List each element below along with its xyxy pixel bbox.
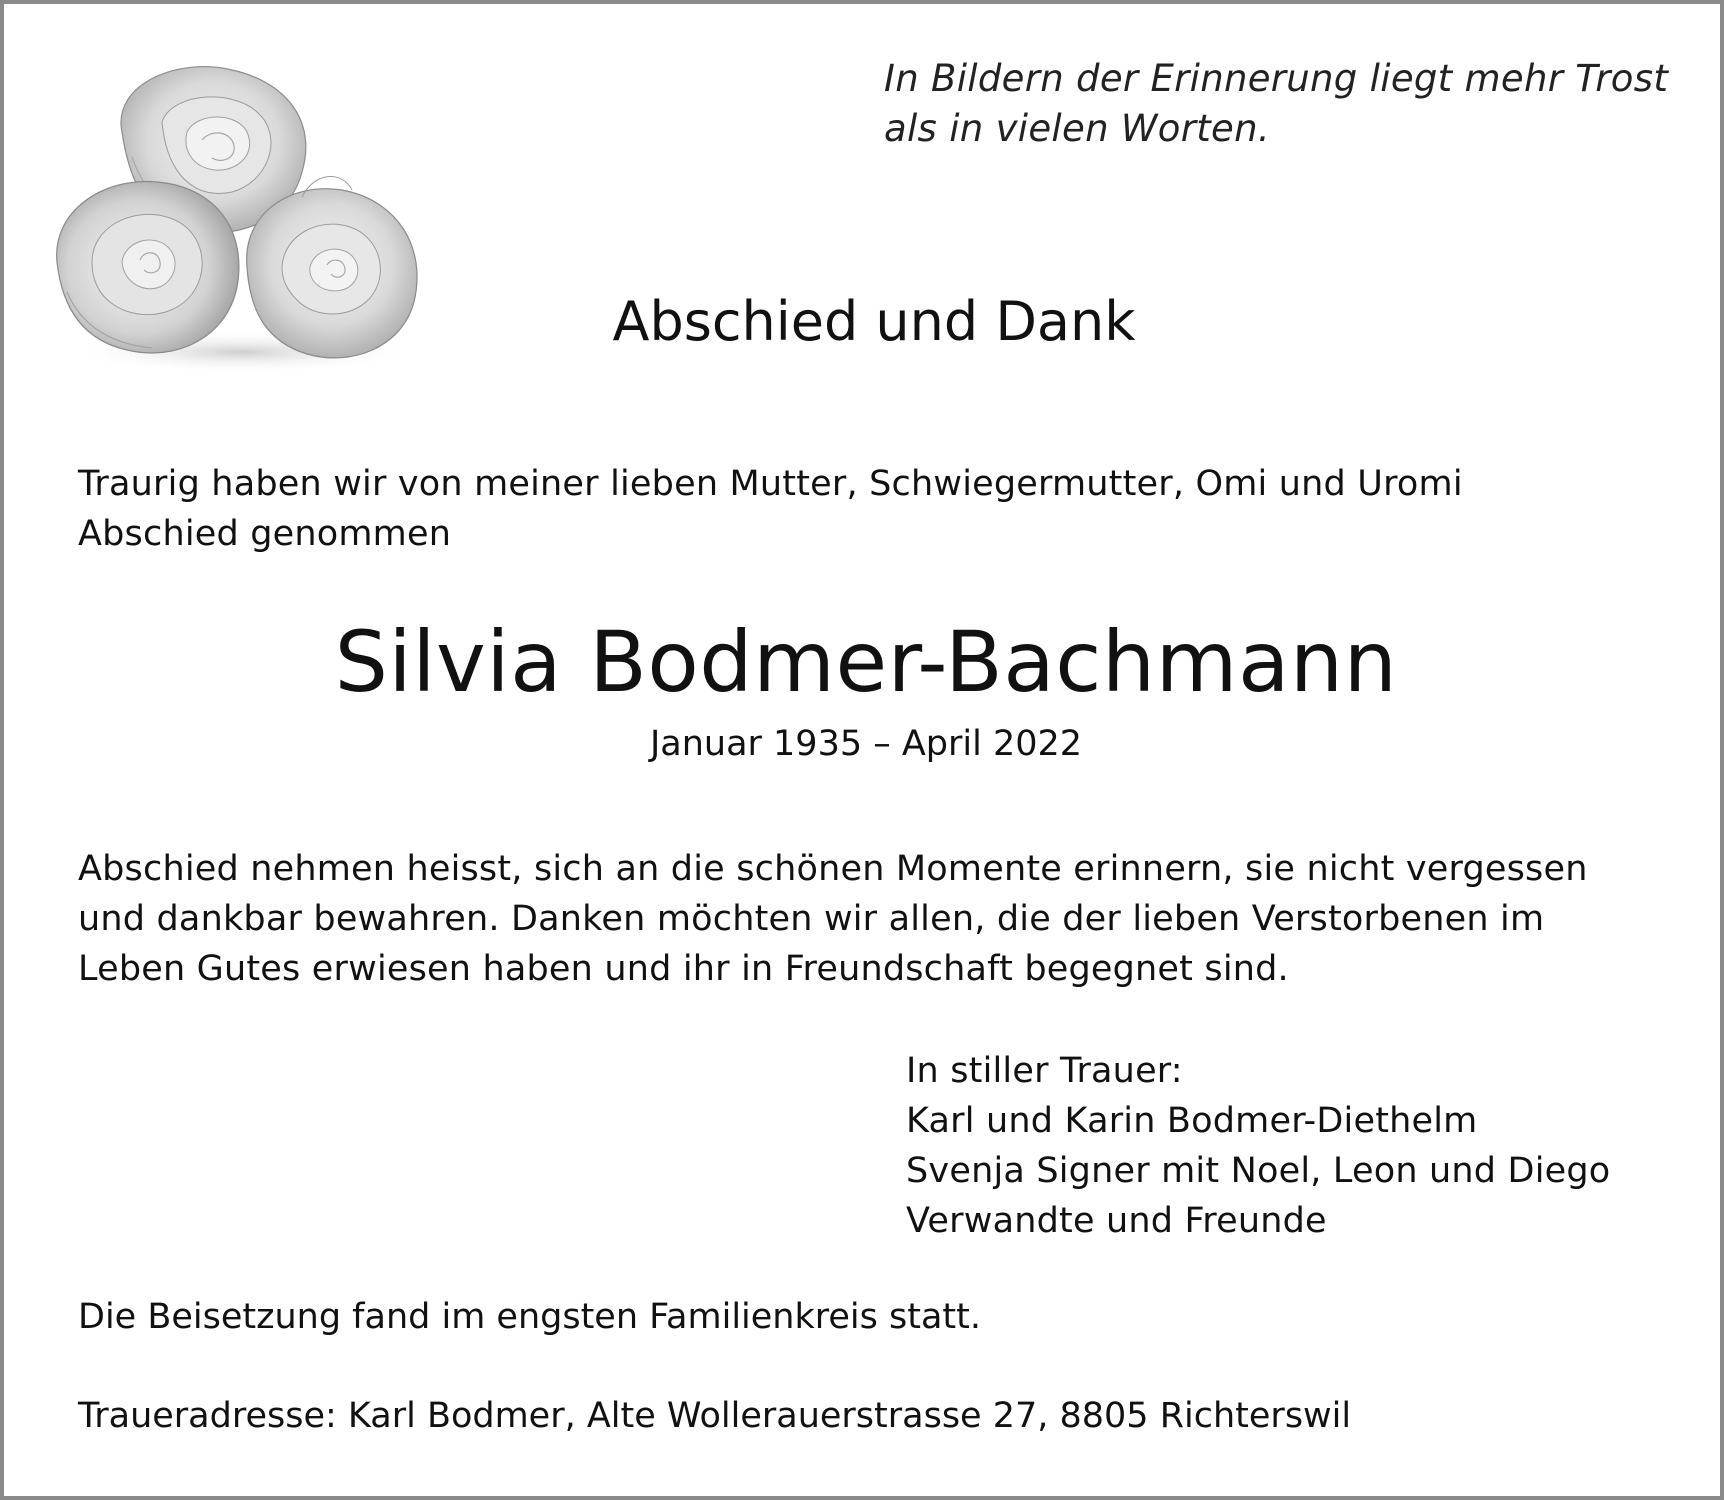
mourning-address: Traueradresse: Karl Bodmer, Alte Wollerauerstrasse 27, 8805 Richterswil bbox=[78, 1396, 1352, 1436]
quote-line: als in vielen Worten. bbox=[884, 107, 1270, 150]
deceased-name: Silvia Bodmer-Bachmann bbox=[334, 613, 1398, 711]
white-roses-image bbox=[52, 62, 432, 382]
burial-note: Die Beisetzung fand im engsten Familienkreis statt. bbox=[78, 1297, 981, 1337]
quote-line: In Bildern der Erinnerung liegt mehr Trost bbox=[884, 57, 1669, 100]
mourners-title: In stiller Trauer: bbox=[906, 1051, 1183, 1091]
mourner-entry: Verwandte und Freunde bbox=[906, 1201, 1327, 1241]
message-line: und dankbar bewahren. Danken möchten wir allen, die der lieben Verstorbenen im bbox=[78, 899, 1545, 939]
thanks-message bbox=[78, 844, 1658, 994]
rose-left bbox=[57, 182, 239, 353]
message-line: Leben Gutes erwiesen haben und ihr in Freundschaft begegnet sind. bbox=[78, 949, 1289, 989]
mourner-entry: Karl und Karin Bodmer-Diethelm bbox=[906, 1101, 1478, 1141]
message-line: Abschied nehmen heisst, sich an die schönen Momente erinnern, sie nicht vergessen bbox=[78, 849, 1588, 889]
life-dates: Januar 1935 – April 2022 bbox=[649, 724, 1083, 764]
memorial-quote bbox=[884, 54, 1684, 154]
intro-line: Abschied genommen bbox=[78, 514, 452, 554]
mourners-list bbox=[906, 1046, 1686, 1246]
intro-line: Traurig haben wir von meiner lieben Mutter, Schwiegermutter, Omi und Uromi bbox=[78, 464, 1463, 504]
notice-heading: Abschied und Dank bbox=[612, 290, 1136, 353]
intro-text bbox=[78, 459, 1638, 559]
mourner-entry: Svenja Signer mit Noel, Leon und Diego bbox=[906, 1151, 1611, 1191]
